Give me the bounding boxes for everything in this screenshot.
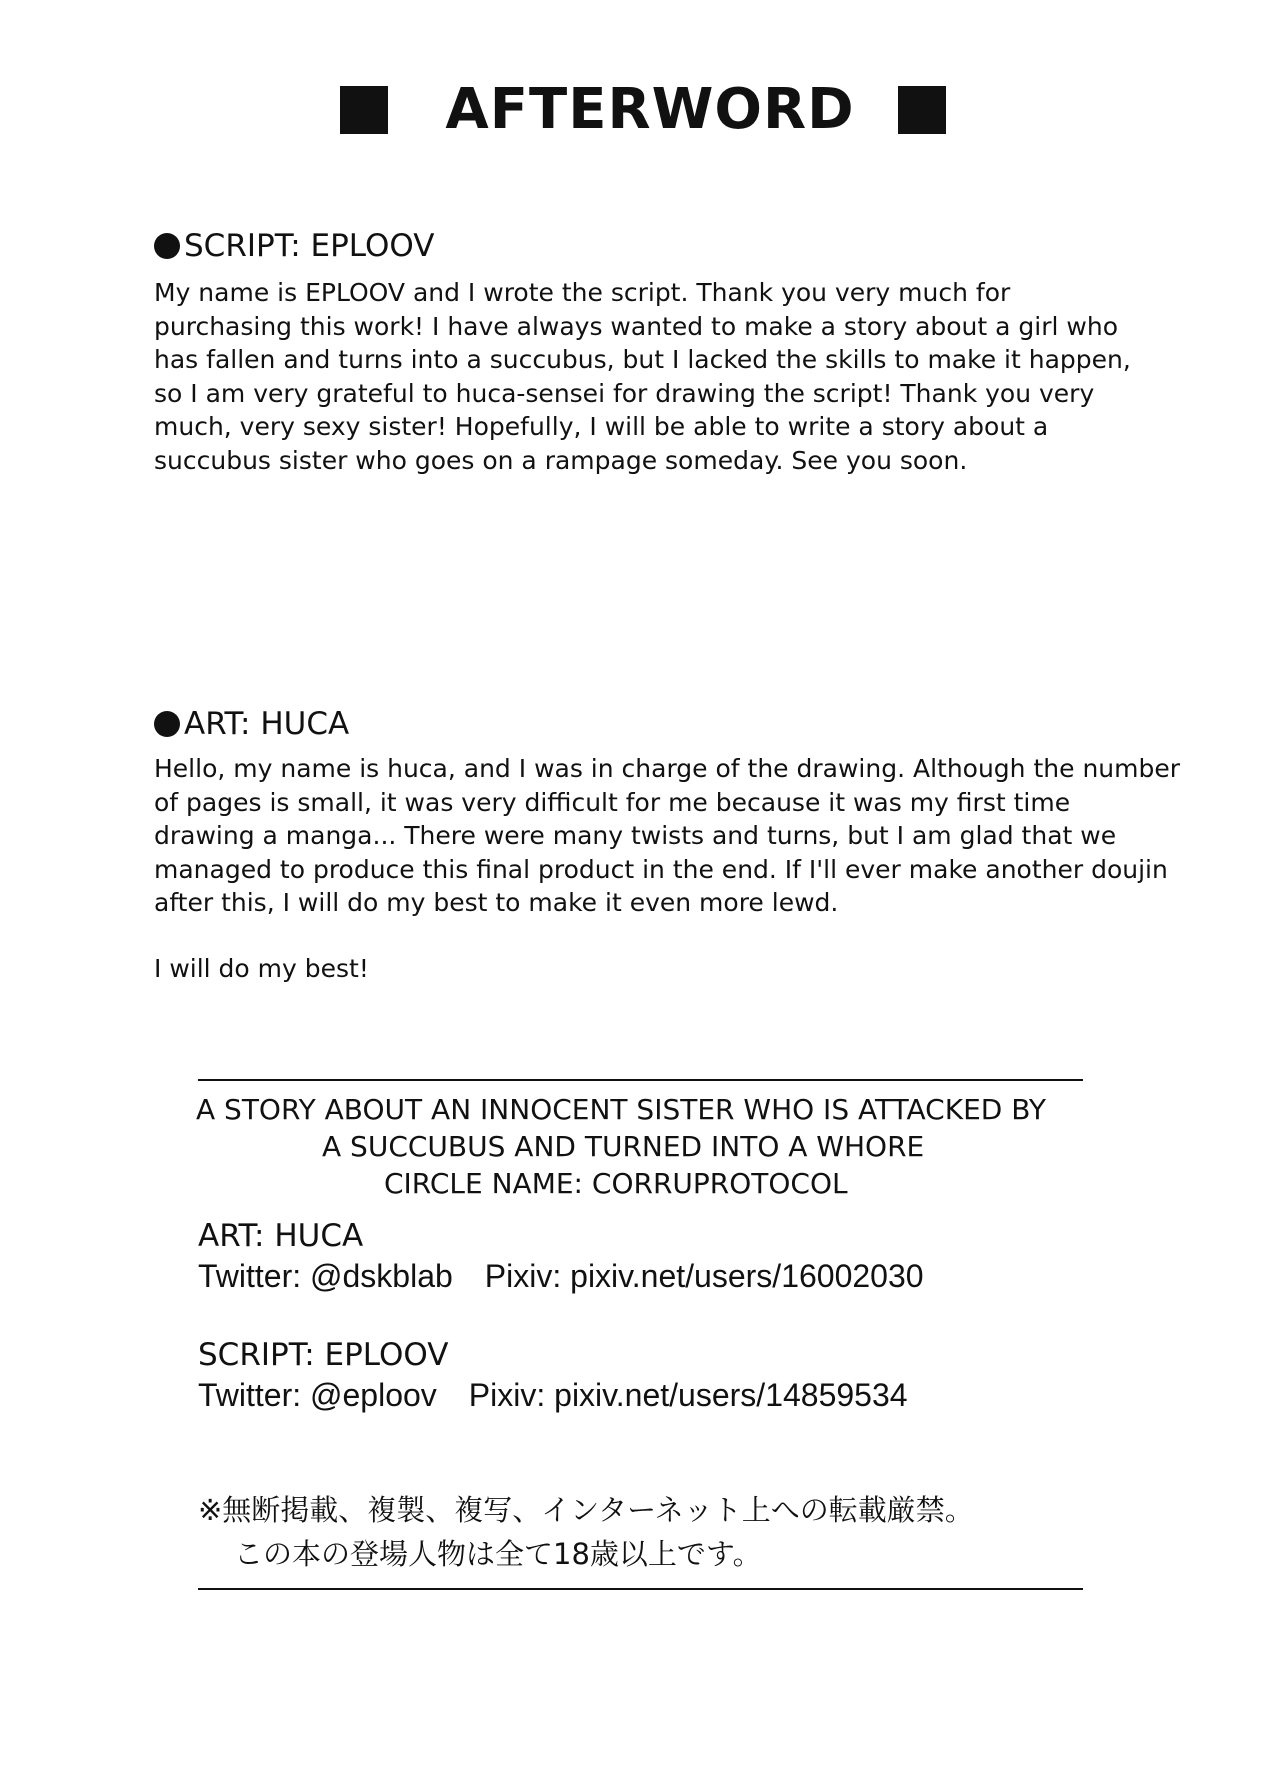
bullet-icon	[154, 711, 180, 737]
notice-line1: ※無断掲載、複製、複写、インターネット上への転載厳禁。	[198, 1493, 974, 1527]
paragraph-line: succubus sister who goes on a rampage someday. See you soon.	[154, 445, 968, 475]
bullet-icon	[154, 233, 180, 259]
page-title: AFTERWORD	[445, 77, 855, 142]
work-title-line2: A SUCCUBUS AND TURNED INTO A WHORE	[322, 1130, 925, 1163]
divider-bottom	[198, 1588, 1083, 1590]
art-credit-label: ART: HUCA	[198, 1218, 364, 1254]
art-credit-links	[198, 1256, 924, 1296]
paragraph-line: so I am very grateful to huca-sensei for drawing the script! Thank you very	[154, 378, 1095, 408]
paragraph-line: of pages is small, it was very difficult for me because it was my first time	[154, 787, 1071, 817]
art-pixiv-link: Pixiv: pixiv.net/users/16002030	[484, 1258, 924, 1294]
black-square-icon	[340, 86, 388, 134]
art-closing: I will do my best!	[154, 954, 369, 983]
notice-line2: この本の登場人物は全て18歳以上です。	[234, 1537, 762, 1571]
circle-name: CIRCLE NAME: CORRUPROTOCOL	[384, 1167, 848, 1200]
title-row	[0, 70, 1280, 150]
paragraph-line: My name is EPLOOV and I wrote the script. Thank you very much for	[154, 278, 1011, 307]
script-heading-text: SCRIPT: EPLOOV	[184, 228, 435, 264]
paragraph-line: managed to produce this final product in the end. If I'll ever make another doujin	[154, 854, 1168, 884]
paragraph-line: has fallen and turns into a succubus, but I lacked the skills to make it happen,	[154, 345, 1131, 375]
work-title-line1: A STORY ABOUT AN INNOCENT SISTER WHO IS ATTACKED BY	[196, 1093, 1047, 1126]
black-square-icon	[898, 86, 946, 134]
script-credit-links	[198, 1375, 908, 1415]
paragraph-line: much, very sexy sister! Hopefully, I will be able to write a story about a	[154, 412, 1049, 442]
script-pixiv-link: Pixiv: pixiv.net/users/14859534	[468, 1377, 908, 1413]
paragraph-line: after this, I will do my best to make it even more lewd.	[154, 888, 839, 918]
paragraph-line: purchasing this work! I have always wanted to make a story about a girl who	[154, 311, 1118, 341]
script-credit-label: SCRIPT: EPLOOV	[198, 1337, 449, 1373]
art-twitter-handle: Twitter: @dskblab	[198, 1258, 453, 1294]
art-heading-text: ART: HUCA	[184, 706, 350, 742]
paragraph-line: drawing a manga... There were many twists and turns, but I am glad that we	[154, 821, 1117, 851]
art-paragraph	[154, 752, 1180, 920]
script-twitter-handle: Twitter: @eploov	[198, 1377, 437, 1413]
script-paragraph	[154, 276, 1131, 478]
art-section-heading	[154, 704, 349, 744]
paragraph-line: Hello, my name is huca, and I was in charge of the drawing. Although the number	[154, 754, 1181, 783]
script-section-heading	[154, 226, 434, 266]
divider-top	[198, 1079, 1083, 1081]
